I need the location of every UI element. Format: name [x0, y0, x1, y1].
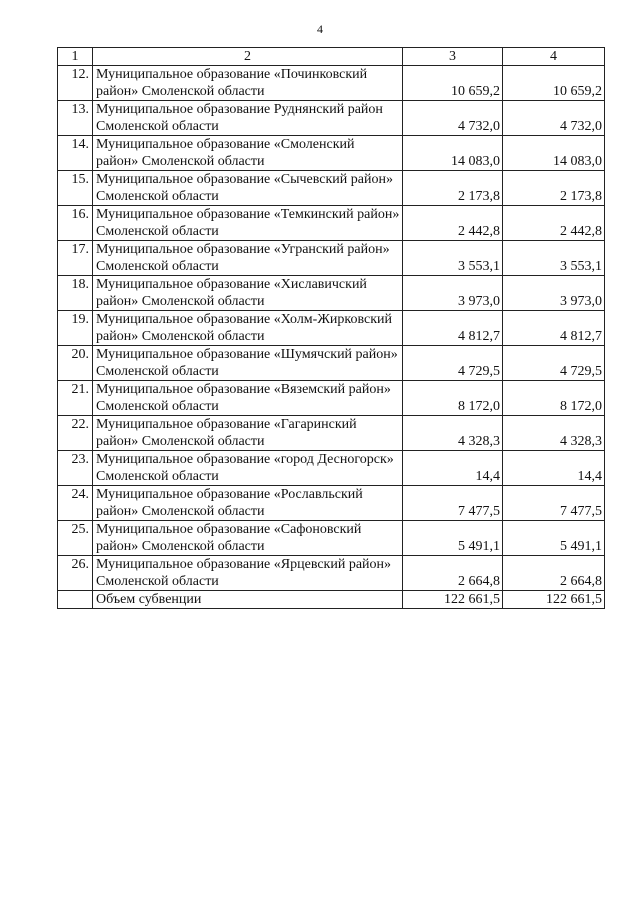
municipality-name: Муниципальное образование «Вяземский район» Смоленской области: [93, 381, 403, 416]
municipality-name: Муниципальное образование «Ярцевский район» Смоленской области: [93, 556, 403, 591]
subvention-table: [57, 47, 605, 609]
row-index: 15.: [58, 171, 93, 206]
row-index: 17.: [58, 241, 93, 276]
row-value-col-3: 5 491,1: [403, 521, 503, 556]
municipality-name: Муниципальное образование «Темкинский район» Смоленской области: [93, 206, 403, 241]
total-col-4: 122 661,5: [503, 591, 605, 609]
municipality-name: Муниципальное образование «город Десногорск» Смоленской области: [93, 451, 403, 486]
row-index: 23.: [58, 451, 93, 486]
row-value-col-3: 2 442,8: [403, 206, 503, 241]
table-row: [58, 451, 605, 486]
row-value-col-3: 4 732,0: [403, 101, 503, 136]
table-row: [58, 556, 605, 591]
table-row: [58, 101, 605, 136]
row-value-col-4: 5 491,1: [503, 521, 605, 556]
row-index: 18.: [58, 276, 93, 311]
table-row: [58, 206, 605, 241]
table-row: [58, 136, 605, 171]
municipality-name: Муниципальное образование «Смоленский район» Смоленской области: [93, 136, 403, 171]
row-value-col-3: 3 553,1: [403, 241, 503, 276]
row-value-col-4: 3 553,1: [503, 241, 605, 276]
municipality-name: Муниципальное образование «Угранский район» Смоленской области: [93, 241, 403, 276]
row-value-col-3: 14 083,0: [403, 136, 503, 171]
row-index: 24.: [58, 486, 93, 521]
total-index-cell: [58, 591, 93, 609]
table-row: [58, 381, 605, 416]
row-value-col-4: 14 083,0: [503, 136, 605, 171]
row-value-col-4: 4 729,5: [503, 346, 605, 381]
row-index: 20.: [58, 346, 93, 381]
header-col-3: 3: [403, 48, 503, 66]
table-row: [58, 66, 605, 101]
row-value-col-3: 3 973,0: [403, 276, 503, 311]
row-value-col-3: 8 172,0: [403, 381, 503, 416]
row-index: 26.: [58, 556, 93, 591]
municipality-name: Муниципальное образование «Починковский район» Смоленской области: [93, 66, 403, 101]
total-label: Объем субвенции: [93, 591, 403, 609]
table-header-row: [58, 48, 605, 66]
row-value-col-3: 14,4: [403, 451, 503, 486]
row-index: 19.: [58, 311, 93, 346]
row-value-col-3: 2 664,8: [403, 556, 503, 591]
header-col-1: 1: [58, 48, 93, 66]
row-value-col-4: 8 172,0: [503, 381, 605, 416]
row-value-col-3: 10 659,2: [403, 66, 503, 101]
row-value-col-3: 4 328,3: [403, 416, 503, 451]
municipality-name: Муниципальное образование «Гагаринский район» Смоленской области: [93, 416, 403, 451]
header-col-4: 4: [503, 48, 605, 66]
municipality-name: Муниципальное образование «Холм-Жирковский район» Смоленской области: [93, 311, 403, 346]
table-row: [58, 171, 605, 206]
table-row: [58, 241, 605, 276]
municipality-name: Муниципальное образование «Сафоновский район» Смоленской области: [93, 521, 403, 556]
row-index: 16.: [58, 206, 93, 241]
row-value-col-4: 4 732,0: [503, 101, 605, 136]
row-index: 13.: [58, 101, 93, 136]
municipality-name: Муниципальное образование «Сычевский район» Смоленской области: [93, 171, 403, 206]
total-col-3: 122 661,5: [403, 591, 503, 609]
row-index: 22.: [58, 416, 93, 451]
row-index: 25.: [58, 521, 93, 556]
row-value-col-4: 10 659,2: [503, 66, 605, 101]
row-value-col-4: 14,4: [503, 451, 605, 486]
municipality-name: Муниципальное образование «Хиславичский район» Смоленской области: [93, 276, 403, 311]
municipality-name: Муниципальное образование «Рославльский район» Смоленской области: [93, 486, 403, 521]
row-value-col-4: 4 812,7: [503, 311, 605, 346]
row-value-col-4: 2 173,8: [503, 171, 605, 206]
table-row: [58, 486, 605, 521]
row-value-col-3: 7 477,5: [403, 486, 503, 521]
row-index: 14.: [58, 136, 93, 171]
municipality-name: Муниципальное образование Руднянский район Смоленской области: [93, 101, 403, 136]
row-value-col-4: 2 442,8: [503, 206, 605, 241]
row-value-col-4: 2 664,8: [503, 556, 605, 591]
row-value-col-4: 7 477,5: [503, 486, 605, 521]
row-value-col-3: 4 729,5: [403, 346, 503, 381]
table-row: [58, 521, 605, 556]
total-row: [58, 591, 605, 609]
row-value-col-3: 2 173,8: [403, 171, 503, 206]
row-value-col-4: 3 973,0: [503, 276, 605, 311]
header-col-2: 2: [93, 48, 403, 66]
row-value-col-4: 4 328,3: [503, 416, 605, 451]
municipality-name: Муниципальное образование «Шумячский район» Смоленской области: [93, 346, 403, 381]
table-row: [58, 311, 605, 346]
table-row: [58, 346, 605, 381]
table-row: [58, 276, 605, 311]
page-number: 4: [317, 22, 323, 36]
row-index: 12.: [58, 66, 93, 101]
row-index: 21.: [58, 381, 93, 416]
table-row: [58, 416, 605, 451]
row-value-col-3: 4 812,7: [403, 311, 503, 346]
